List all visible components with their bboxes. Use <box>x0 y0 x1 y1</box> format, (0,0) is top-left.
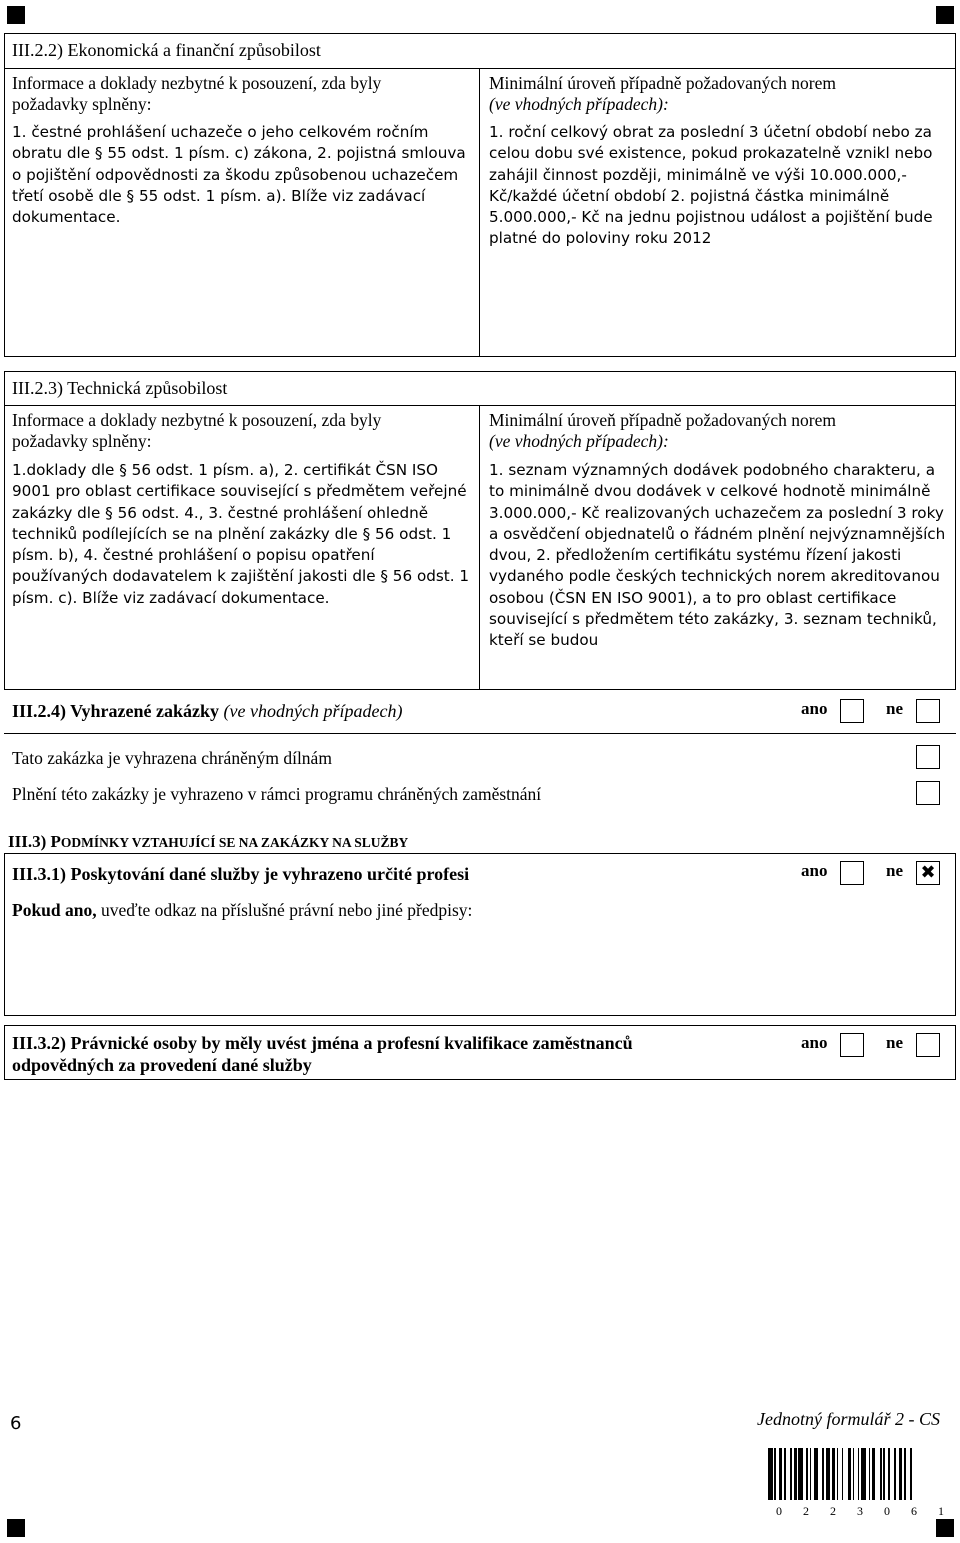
section-heading-reserved: III.2.4) Vyhrazené zakázky (ve vhodných případech) <box>12 701 403 721</box>
registration-mark-bottom-left <box>7 1519 25 1537</box>
barcode-bar <box>842 1448 844 1500</box>
right-text-economic: 1. roční celkový obrat za poslední 3 účetní období nebo za celou dobu své existence, pokud prokazatelně vznikl nebo zahájil činnost později, minimálně ve výši 10.000.000,- Kč/každé účetní období 2. pojistná částka minimálně 5.000.000,- Kč na jednu pojistnou událost a pojištění bude platné do poloviny roku 2012 <box>489 123 933 248</box>
barcode-bar <box>768 1448 773 1500</box>
no-label: ne <box>886 699 903 718</box>
section-heading-staff: III.3.2) Právnické osoby by měly uvést jména a profesní kvalifikace zaměstnanců odpovědných za provedení dané služby <box>12 1033 633 1075</box>
barcode-bar <box>810 1448 812 1500</box>
reserved-no-checkbox[interactable] <box>916 699 940 723</box>
right-intro-economic: Minimální úroveň případně požadovaných norem (ve vhodných případech): <box>489 73 836 114</box>
barcode-bar <box>899 1448 902 1500</box>
section-heading-technical: III.2.3) Technická způsobilost <box>12 378 228 398</box>
left-intro-economic: Informace a doklady nezbytné k posouzení, zda byly požadavky splněny: <box>12 73 382 114</box>
checked-x-icon: ✖ <box>920 862 936 883</box>
divider <box>4 405 956 406</box>
barcode-bar <box>794 1448 797 1500</box>
section-heading-economic: III.2.2) Ekonomická a finanční způsobilost <box>12 40 321 60</box>
right-text-technical: 1. seznam významných dodávek podobného charakteru, a to minimálně dvou dodávek v celkové hodnotě minimálně 3.000.000,- Kč realizovaných uchazečem za poslední 3 roky a osvědčení objednatelů o řádném plnění nejvýznamnějších dvou, 2. předložením certifikátu systému řízení jakosti vydaného podle českých technických norem akreditovanou osobou (ČSN EN ISO 9001), a to pro oblast certifikace související s předmětem této zakázky, 3. seznam techniků, kteří se budou <box>489 461 946 650</box>
barcode-bar <box>779 1448 782 1500</box>
right-text-technical-clip <box>489 460 951 683</box>
divider <box>4 733 956 734</box>
yes-label: ano <box>801 1033 828 1052</box>
barcode-digit: 1 <box>938 1504 944 1518</box>
barcode-bar <box>790 1448 792 1500</box>
profession-yes-checkbox[interactable] <box>840 861 864 885</box>
barcode <box>768 1448 952 1500</box>
no-label: ne <box>886 861 903 880</box>
barcode-bar <box>826 1448 831 1500</box>
sheltered-workshops-label: Tato zakázka je vyhrazena chráněným dílnám <box>12 748 332 768</box>
sheltered-employment-label: Plnění této zakázky je vyhrazeno v rámci programu chráněných zaměstnání <box>12 784 542 804</box>
barcode-bar <box>910 1448 912 1500</box>
form-name: Jednotný formulář 2 - CS <box>757 1409 940 1429</box>
sheltered-workshops-checkbox[interactable] <box>916 745 940 769</box>
registration-mark-top-right <box>936 6 954 24</box>
barcode-bar <box>894 1448 896 1500</box>
barcode-bar <box>848 1448 851 1500</box>
page-number: 6 <box>10 1413 22 1434</box>
staff-no-checkbox[interactable] <box>916 1033 940 1057</box>
barcode-bar <box>832 1448 835 1500</box>
barcode-digit: 3 <box>857 1504 863 1518</box>
barcode-bar <box>798 1448 803 1500</box>
right-intro-technical: Minimální úroveň případně požadovaných norem (ve vhodných případech): <box>489 410 836 451</box>
reserved-yes-checkbox[interactable] <box>840 699 864 723</box>
barcode-bar <box>784 1448 786 1500</box>
section-heading-services: III.3) PODMÍNKY VZTAHUJÍCÍ SE NA ZAKÁZKY NA SLUŽBY <box>8 832 409 851</box>
column-divider <box>479 68 480 357</box>
barcode-bar <box>853 1448 855 1500</box>
yes-label: ano <box>801 861 828 880</box>
barcode-digit: 2 <box>803 1504 809 1518</box>
divider <box>4 68 956 69</box>
barcode-digits <box>768 1504 952 1518</box>
barcode-digit: 2 <box>830 1504 836 1518</box>
barcode-digit: 0 <box>884 1504 890 1518</box>
sheltered-employment-checkbox[interactable] <box>916 781 940 805</box>
left-text-technical: 1.doklady dle § 56 odst. 1 písm. a), 2. certifikát ČSN ISO 9001 pro oblast certifikace související s předmětem veřejné zakázky dle § 56 odst. 4., 3. čestné prohlášení ohledně techniků podílejících se na plnění zakázky dle § 56 odst. 1 písm. b), 4. čestné prohlášení o popisu opatření používaných dodavatelem k zajištění jakosti dle § 56 odst. 1 písm. c). Blíže viz zadávací dokumentace. <box>12 461 470 607</box>
no-label: ne <box>886 1033 903 1052</box>
barcode-bar <box>888 1448 890 1500</box>
barcode-bar <box>869 1448 871 1500</box>
barcode-bar <box>872 1448 875 1500</box>
barcode-bar <box>861 1448 866 1500</box>
barcode-bar <box>806 1448 808 1500</box>
barcode-bar <box>814 1448 817 1500</box>
barcode-bar <box>858 1448 860 1500</box>
left-intro-technical: Informace a doklady nezbytné k posouzení, zda byly požadavky splněny: <box>12 410 382 451</box>
yes-label: ano <box>801 699 828 718</box>
section-heading-profession: III.3.1) Poskytování dané služby je vyhrazeno určité profesi <box>12 864 470 884</box>
barcode-digit: 0 <box>776 1504 782 1518</box>
barcode-bar <box>904 1448 906 1500</box>
barcode-bar <box>774 1448 776 1500</box>
staff-yes-checkbox[interactable] <box>840 1033 864 1057</box>
barcode-bar <box>883 1448 885 1500</box>
registration-mark-top-left <box>7 6 25 24</box>
barcode-bar <box>822 1448 824 1500</box>
registration-mark-bottom-right <box>936 1519 954 1537</box>
left-text-economic: 1. čestné prohlášení uchazeče o jeho celkovém ročním obratu dle § 55 odst. 1 písm. c) zákona, 2. pojistná smlouva o pojištění odpovědnosti za škodu způsobenou uchazečem třetí osobě dle § 55 odst. 1 písm. a). Blíže viz zadávací dokumentace. <box>12 123 466 227</box>
profession-reference-label: Pokud ano, uveďte odkaz na příslušné právní nebo jiné předpisy: <box>12 900 473 920</box>
barcode-bar <box>837 1448 839 1500</box>
column-divider <box>479 405 480 690</box>
barcode-digit: 6 <box>911 1504 917 1518</box>
profession-no-checkbox[interactable] <box>916 861 940 885</box>
barcode-bar <box>880 1448 882 1500</box>
